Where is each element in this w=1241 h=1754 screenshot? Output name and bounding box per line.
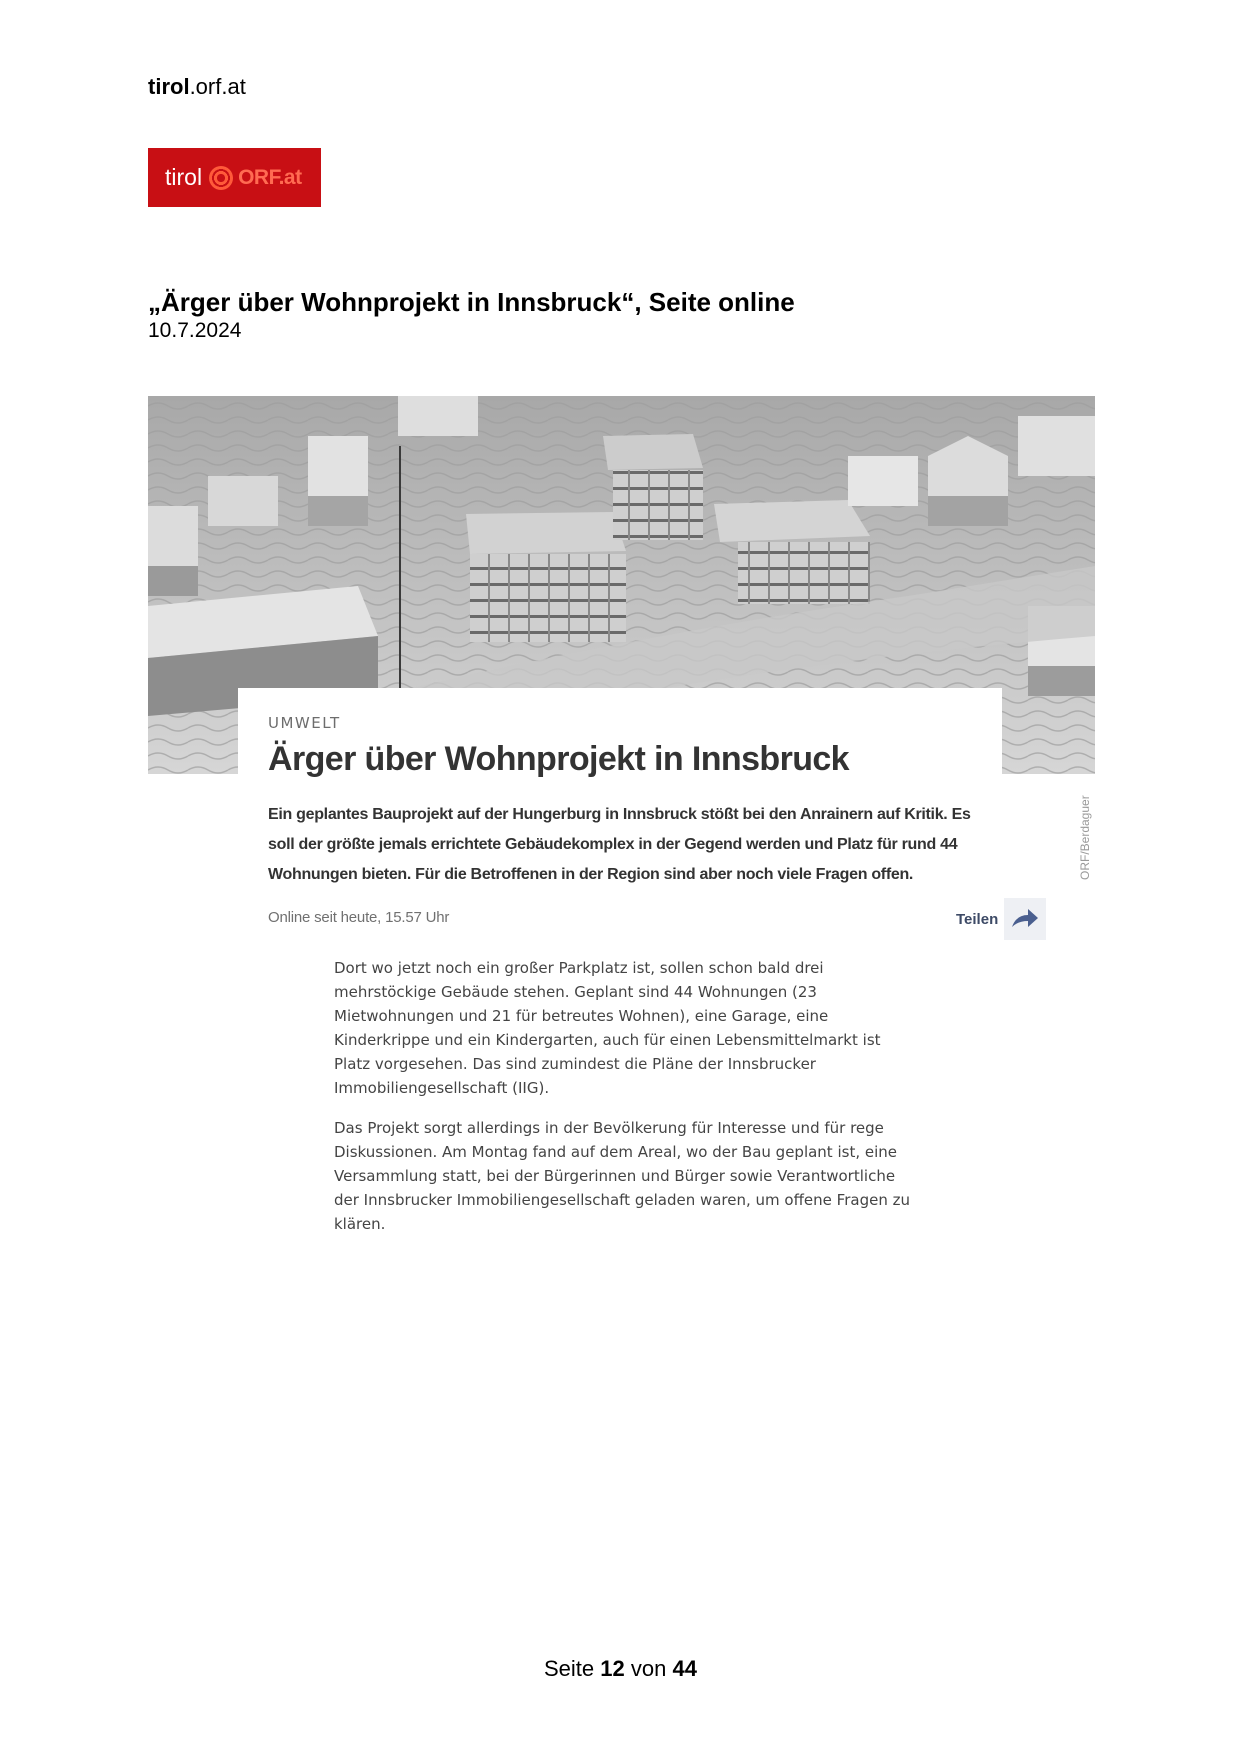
source-site-bold: tirol bbox=[148, 74, 190, 99]
logo-brand-text: ORF.at bbox=[238, 165, 302, 189]
article-lead: Ein geplantes Bauprojekt auf der Hungerburg in Innsbruck stößt bei den Anrainern auf Kritik. Es soll der größte jemals errichtete Gebäudekomplex in der Gegend werden und Platz für rund 44 Wohnungen bieten. Für die Betroffenen in der Region sind aber noch viele Fragen offen. bbox=[268, 806, 971, 883]
photo-credit: ORF/Berdaguer bbox=[1078, 795, 1092, 880]
page-middle: von bbox=[630, 1656, 667, 1681]
article-body bbox=[334, 956, 914, 1252]
page-total: 44 bbox=[672, 1656, 697, 1681]
article-paragraph: Dort wo jetzt noch ein großer Parkplatz ist, sollen schon bald drei mehrstöckige Gebäude stehen. Geplant sind 44 Wohnungen (23 Mietwohnungen und 21 für betreutes Wohnen), eine Garage, eine Kinderkrippe und ein Kindergarten, auch für einen Lebensmittelmarkt ist Platz vorgesehen. Das sind zumindest die Pläne der Innsbrucker Immobiliengesellschaft (IIG). bbox=[334, 959, 881, 1097]
share-button[interactable] bbox=[956, 898, 1046, 940]
page-prefix: Seite bbox=[544, 1656, 595, 1681]
article-paragraph: Das Projekt sorgt allerdings in der Bevölkerung für Interesse und für rege Diskussionen. Am Montag fand auf dem Areal, wo der Bau geplant ist, eine Versammlung statt, bei der Bürgerinnen und Bürger sowie Verantwortliche der Innsbrucker Immobiliengesellschaft geladen waren, um offene Fragen zu klären. bbox=[334, 1119, 910, 1233]
article-header-card bbox=[238, 688, 1002, 938]
article-category[interactable]: UMWELT bbox=[268, 714, 341, 732]
clipping-date: 10.7.2024 bbox=[148, 319, 242, 342]
page-current: 12 bbox=[600, 1656, 625, 1681]
logo-region-text: tirol bbox=[165, 164, 203, 190]
clipping-title: „Ärger über Wohnprojekt in Innsbruck“, Seite online bbox=[148, 287, 795, 317]
page-number bbox=[0, 1656, 1241, 1682]
source-site bbox=[148, 74, 246, 100]
orf-eye-icon bbox=[209, 166, 233, 190]
article-headline: Ärger über Wohnprojekt in Innsbruck bbox=[268, 740, 849, 778]
article-timestamp: Online seit heute, 15.57 Uhr bbox=[268, 909, 450, 926]
tirol-orf-logo bbox=[148, 148, 321, 207]
share-arrow-icon[interactable] bbox=[1004, 898, 1046, 940]
source-site-rest: .orf.at bbox=[189, 74, 246, 99]
share-label[interactable]: Teilen bbox=[956, 910, 999, 928]
